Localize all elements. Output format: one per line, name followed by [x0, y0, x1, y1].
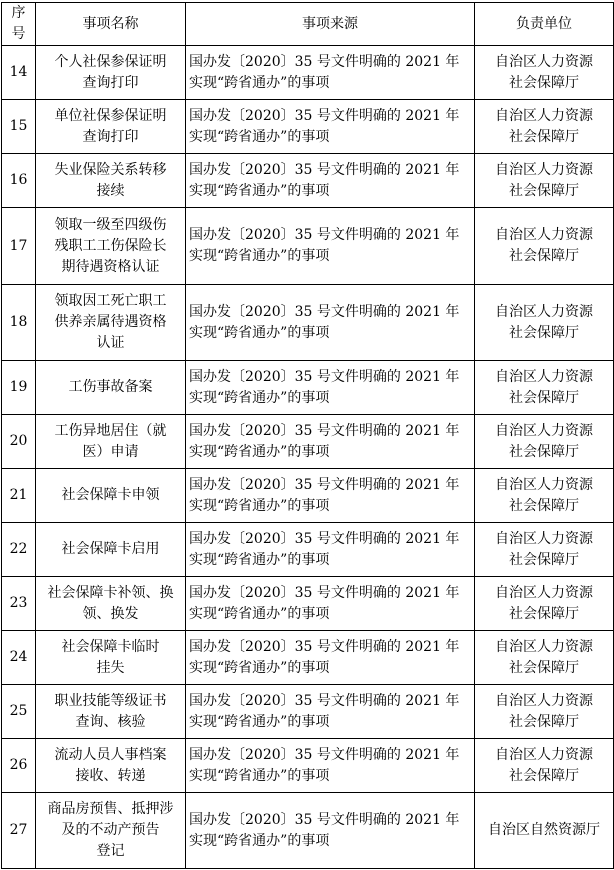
responsible-unit-cell-line: 自治区人力资源	[495, 161, 593, 178]
item-source-cell	[186, 361, 475, 415]
header-row	[2, 3, 614, 46]
table-row	[2, 739, 614, 793]
row-number: 19	[2, 361, 36, 415]
item-name-cell-line: 查询打印	[82, 74, 139, 91]
item-name-cell-line: 领取一级至四级伤	[54, 216, 167, 233]
responsible-unit-cell-line: 自治区人力资源	[495, 107, 593, 124]
item-source-cell-line: 国办发〔2020〕35 号文件明确的 2021 年	[189, 530, 460, 547]
row-number: 21	[2, 469, 36, 523]
item-name-cell	[36, 208, 186, 285]
responsible-unit-cell-line: 自治区人力资源	[495, 638, 593, 655]
responsible-unit-cell-line: 自治区人力资源	[495, 476, 593, 493]
item-name-cell-line: 流动人员人事档案	[54, 746, 167, 763]
item-name-cell	[36, 46, 186, 100]
item-source-cell-line: 实现“跨省通办”的事项	[189, 443, 330, 460]
item-source-cell	[186, 154, 475, 208]
row-number: 25	[2, 685, 36, 739]
item-name-cell	[36, 100, 186, 154]
item-source-cell	[186, 415, 475, 469]
header-no: 序号	[2, 3, 36, 46]
item-source-cell-line: 实现“跨省通办”的事项	[189, 182, 330, 199]
table-header	[2, 3, 614, 46]
item-name-cell-line: 供养亲属待遇资格	[54, 314, 167, 330]
item-source-cell-line: 实现“跨省通办”的事项	[189, 324, 330, 341]
item-name-cell-line: 及的不动产预告	[61, 822, 160, 838]
responsible-unit-cell-line: 社会保障厅	[509, 324, 579, 341]
responsible-unit-cell	[475, 415, 614, 469]
item-name-cell-line: 社会保障卡申领	[61, 487, 160, 503]
item-source-cell-line: 实现“跨省通办”的事项	[189, 248, 330, 264]
item-source-cell	[186, 685, 475, 739]
item-source-cell-line: 实现“跨省通办”的事项	[189, 551, 330, 568]
row-number: 22	[2, 523, 36, 577]
item-source-cell-line: 实现“跨省通办”的事项	[189, 74, 330, 91]
item-source-cell-line: 实现“跨省通办”的事项	[189, 767, 330, 784]
item-name-cell	[36, 154, 186, 208]
item-name-cell	[36, 361, 186, 415]
item-source-cell-line: 国办发〔2020〕35 号文件明确的 2021 年	[189, 368, 460, 385]
item-source-cell-line: 国办发〔2020〕35 号文件明确的 2021 年	[189, 638, 460, 655]
responsible-unit-cell-line: 社会保障厅	[509, 248, 579, 264]
items-table	[1, 2, 614, 869]
item-source-cell-line: 国办发〔2020〕35 号文件明确的 2021 年	[189, 422, 460, 439]
responsible-unit-cell-line: 自治区人力资源	[495, 303, 593, 320]
item-name-cell-line: 期待遇资格认证	[61, 258, 160, 275]
item-name-cell-line: 单位社保参保证明	[54, 107, 167, 124]
item-source-cell-line: 实现“跨省通办”的事项	[189, 605, 330, 622]
item-name-cell	[36, 577, 186, 631]
responsible-unit-cell	[475, 793, 614, 869]
item-name-cell-line: 认证	[96, 335, 125, 351]
table-row	[2, 469, 614, 523]
item-name-cell-line: 残职工工伤保险长	[54, 237, 167, 254]
table-row	[2, 285, 614, 361]
item-name-cell-line: 领、换发	[82, 605, 139, 622]
responsible-unit-cell	[475, 631, 614, 685]
item-name-cell-line: 个人社保参保证明	[54, 53, 167, 70]
responsible-unit-cell-line: 社会保障厅	[509, 767, 579, 784]
item-name-cell-line: 挂失	[96, 659, 125, 676]
item-source-cell	[186, 793, 475, 869]
item-name-cell-line: 查询打印	[82, 128, 139, 145]
responsible-unit-cell	[475, 100, 614, 154]
table-row	[2, 631, 614, 685]
table-row	[2, 523, 614, 577]
responsible-unit-cell-line: 自治区人力资源	[495, 692, 593, 709]
responsible-unit-cell-line: 社会保障厅	[509, 389, 579, 406]
table-row	[2, 361, 614, 415]
item-name-cell	[36, 739, 186, 793]
responsible-unit-cell-line: 社会保障厅	[509, 551, 579, 568]
item-name-cell-line: 医）申请	[82, 443, 139, 460]
header-item-name: 事项名称	[36, 3, 186, 46]
responsible-unit-cell	[475, 739, 614, 793]
header-responsible-unit: 负责单位	[475, 3, 614, 46]
item-source-cell-line: 实现“跨省通办”的事项	[189, 832, 330, 849]
row-number: 15	[2, 100, 36, 154]
row-number: 14	[2, 46, 36, 100]
item-name-cell	[36, 523, 186, 577]
row-number: 26	[2, 739, 36, 793]
table-row	[2, 46, 614, 100]
responsible-unit-cell	[475, 46, 614, 100]
responsible-unit-cell	[475, 361, 614, 415]
table-row	[2, 208, 614, 285]
responsible-unit-cell-line: 社会保障厅	[509, 605, 579, 622]
item-source-cell	[186, 208, 475, 285]
table-row	[2, 415, 614, 469]
item-source-cell-line: 实现“跨省通办”的事项	[189, 389, 330, 406]
responsible-unit-cell	[475, 685, 614, 739]
item-name-cell-line: 工伤事故备案	[68, 379, 153, 395]
item-name-cell-line: 社会保障卡临时	[61, 638, 160, 655]
row-number: 16	[2, 154, 36, 208]
responsible-unit-cell-line: 社会保障厅	[509, 128, 579, 145]
responsible-unit-cell-line: 社会保障厅	[509, 443, 579, 460]
row-number: 20	[2, 415, 36, 469]
item-source-cell-line: 国办发〔2020〕35 号文件明确的 2021 年	[189, 107, 460, 124]
item-name-cell-line: 社会保障卡启用	[61, 541, 160, 557]
item-source-cell	[186, 523, 475, 577]
row-number: 17	[2, 208, 36, 285]
item-source-cell	[186, 631, 475, 685]
item-name-cell	[36, 793, 186, 869]
item-name-cell-line: 商品房预售、抵押涉	[47, 801, 174, 817]
table-row	[2, 793, 614, 869]
responsible-unit-cell-line: 社会保障厅	[509, 182, 579, 199]
responsible-unit-cell	[475, 285, 614, 361]
responsible-unit-cell	[475, 208, 614, 285]
responsible-unit-cell-line: 自治区人力资源	[495, 584, 593, 601]
item-source-cell-line: 国办发〔2020〕35 号文件明确的 2021 年	[189, 692, 460, 709]
item-name-cell-line: 接续	[96, 182, 125, 199]
item-source-cell	[186, 577, 475, 631]
row-number: 18	[2, 285, 36, 361]
table-row	[2, 100, 614, 154]
table-row	[2, 577, 614, 631]
responsible-unit-cell	[475, 577, 614, 631]
item-source-cell-line: 实现“跨省通办”的事项	[189, 713, 330, 730]
item-name-cell	[36, 631, 186, 685]
responsible-unit-cell-line: 自治区人力资源	[495, 53, 593, 70]
item-source-cell-line: 实现“跨省通办”的事项	[189, 659, 330, 676]
item-source-cell	[186, 285, 475, 361]
responsible-unit-cell-line: 自治区自然资源厅	[488, 822, 600, 838]
item-name-cell	[36, 469, 186, 523]
item-name-cell	[36, 285, 186, 361]
responsible-unit-cell	[475, 154, 614, 208]
item-name-cell-line: 职业技能等级证书	[54, 692, 167, 709]
responsible-unit-cell-line: 自治区人力资源	[495, 227, 593, 243]
item-source-cell	[186, 739, 475, 793]
item-source-cell-line: 实现“跨省通办”的事项	[189, 497, 330, 514]
item-source-cell-line: 实现“跨省通办”的事项	[189, 128, 330, 145]
responsible-unit-cell-line: 自治区人力资源	[495, 368, 593, 385]
item-source-cell	[186, 100, 475, 154]
responsible-unit-cell-line: 自治区人力资源	[495, 746, 593, 763]
item-name-cell-line: 接收、转递	[75, 767, 146, 784]
item-name-cell-line: 登记	[96, 843, 125, 859]
item-source-cell-line: 国办发〔2020〕35 号文件明确的 2021 年	[189, 303, 460, 320]
table-row	[2, 685, 614, 739]
item-source-cell	[186, 46, 475, 100]
table-body	[2, 46, 614, 869]
responsible-unit-cell-line: 自治区人力资源	[495, 422, 593, 439]
item-name-cell-line: 社会保障卡补领、换	[47, 584, 174, 601]
item-source-cell	[186, 469, 475, 523]
responsible-unit-cell-line: 社会保障厅	[509, 497, 579, 514]
responsible-unit-cell-line: 社会保障厅	[509, 713, 579, 730]
item-source-cell-line: 国办发〔2020〕35 号文件明确的 2021 年	[189, 584, 460, 601]
responsible-unit-cell	[475, 469, 614, 523]
item-name-cell-line: 领取因工死亡职工	[54, 293, 167, 309]
responsible-unit-cell-line: 自治区人力资源	[495, 530, 593, 547]
header-item-source: 事项来源	[186, 3, 475, 46]
item-name-cell	[36, 685, 186, 739]
item-source-cell-line: 国办发〔2020〕35 号文件明确的 2021 年	[189, 476, 460, 493]
item-source-cell-line: 国办发〔2020〕35 号文件明确的 2021 年	[189, 227, 460, 243]
row-number: 27	[2, 793, 36, 869]
item-name-cell-line: 失业保险关系转移	[54, 161, 167, 178]
item-source-cell-line: 国办发〔2020〕35 号文件明确的 2021 年	[189, 161, 460, 178]
item-source-cell-line: 国办发〔2020〕35 号文件明确的 2021 年	[189, 53, 460, 70]
row-number: 24	[2, 631, 36, 685]
item-name-cell	[36, 415, 186, 469]
item-name-cell-line: 查询、核验	[75, 713, 146, 730]
responsible-unit-cell	[475, 523, 614, 577]
row-number: 23	[2, 577, 36, 631]
item-source-cell-line: 国办发〔2020〕35 号文件明确的 2021 年	[189, 746, 460, 763]
table-row	[2, 154, 614, 208]
responsible-unit-cell-line: 社会保障厅	[509, 659, 579, 676]
item-source-cell-line: 国办发〔2020〕35 号文件明确的 2021 年	[189, 811, 460, 828]
item-name-cell-line: 工伤异地居住（就	[54, 422, 167, 439]
responsible-unit-cell-line: 社会保障厅	[509, 74, 579, 91]
